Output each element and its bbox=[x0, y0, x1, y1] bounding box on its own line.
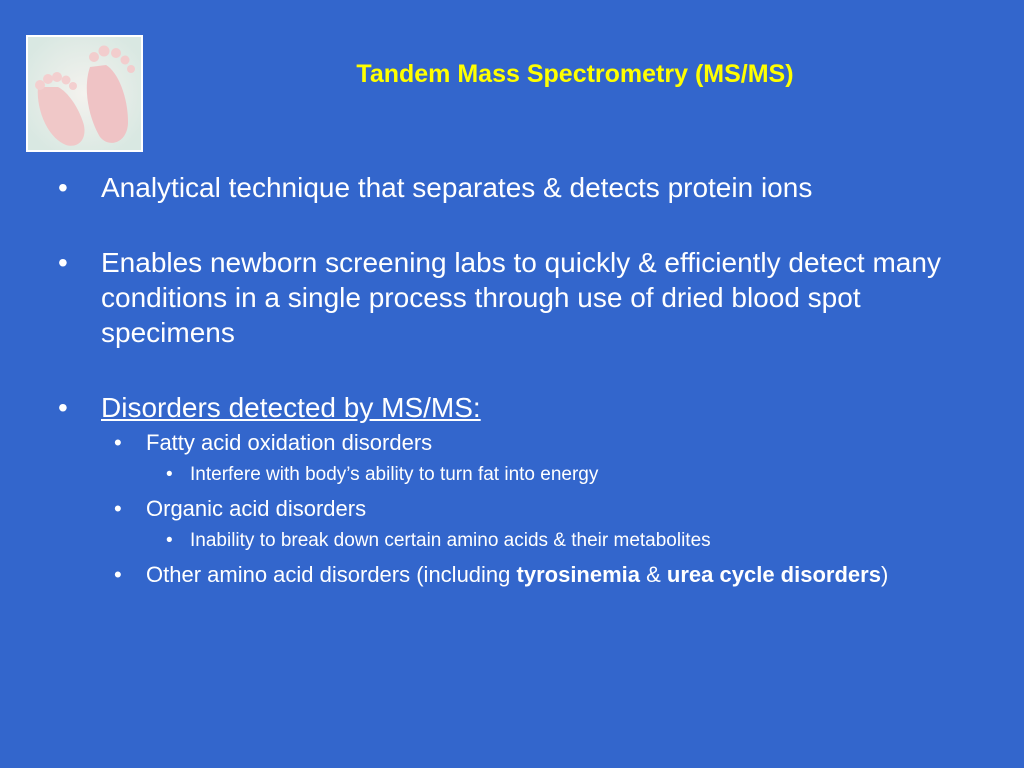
bullet-text: Analytical technique that separates & detects protein ions bbox=[101, 172, 813, 203]
sub-bullet-text: Organic acid disorders bbox=[146, 496, 367, 521]
sub-bullet-icon: • bbox=[114, 496, 122, 521]
sub-bullet-item bbox=[58, 495, 978, 523]
detail-bullet-item bbox=[58, 529, 978, 553]
tyrosinemia-text: tyrosinemia bbox=[516, 562, 641, 587]
bullet-icon: • bbox=[58, 247, 68, 278]
closing-paren-text: ) bbox=[880, 562, 889, 587]
disorders-heading: Disorders detected by MS/MS: bbox=[101, 392, 481, 423]
ampersand-text: & bbox=[640, 562, 667, 587]
detail-bullet-text: Inability to break down certain amino acids & their metabolites bbox=[190, 530, 711, 551]
sub-bullet-icon: • bbox=[114, 562, 122, 587]
bullet-icon: • bbox=[58, 392, 68, 423]
sub-bullet-item bbox=[58, 561, 978, 589]
slide-title-text: Tandem Mass Spectrometry (MS/MS) bbox=[356, 60, 794, 88]
sub-bullet-text-prefix: Other amino acid disorders (including bbox=[146, 562, 517, 587]
bullet-icon: • bbox=[58, 172, 68, 203]
sub-bullet-text: Fatty acid oxidation disorders bbox=[146, 430, 433, 455]
slide-title bbox=[150, 60, 1000, 89]
bullet-item bbox=[58, 390, 978, 425]
baby-feet-icon bbox=[28, 37, 141, 150]
detail-bullet-text: Interfere with body’s ability to turn fat into energy bbox=[190, 464, 599, 485]
bullet-text: Enables newborn screening labs to quickly & efficiently detect many conditions in a single process through use of dried blood spot specimens bbox=[101, 247, 941, 348]
urea-cycle-disorders-text: urea cycle disorders bbox=[666, 562, 881, 587]
detail-bullet-item bbox=[58, 463, 978, 487]
bullet-item bbox=[58, 245, 978, 350]
detail-bullet-icon: • bbox=[166, 530, 173, 551]
bullet-item bbox=[58, 170, 978, 205]
slide-content bbox=[58, 170, 978, 595]
sub-bullet-icon: • bbox=[114, 430, 122, 455]
sub-bullet-item bbox=[58, 429, 978, 457]
detail-bullet-icon: • bbox=[166, 464, 173, 485]
baby-feet-photo bbox=[26, 35, 143, 152]
